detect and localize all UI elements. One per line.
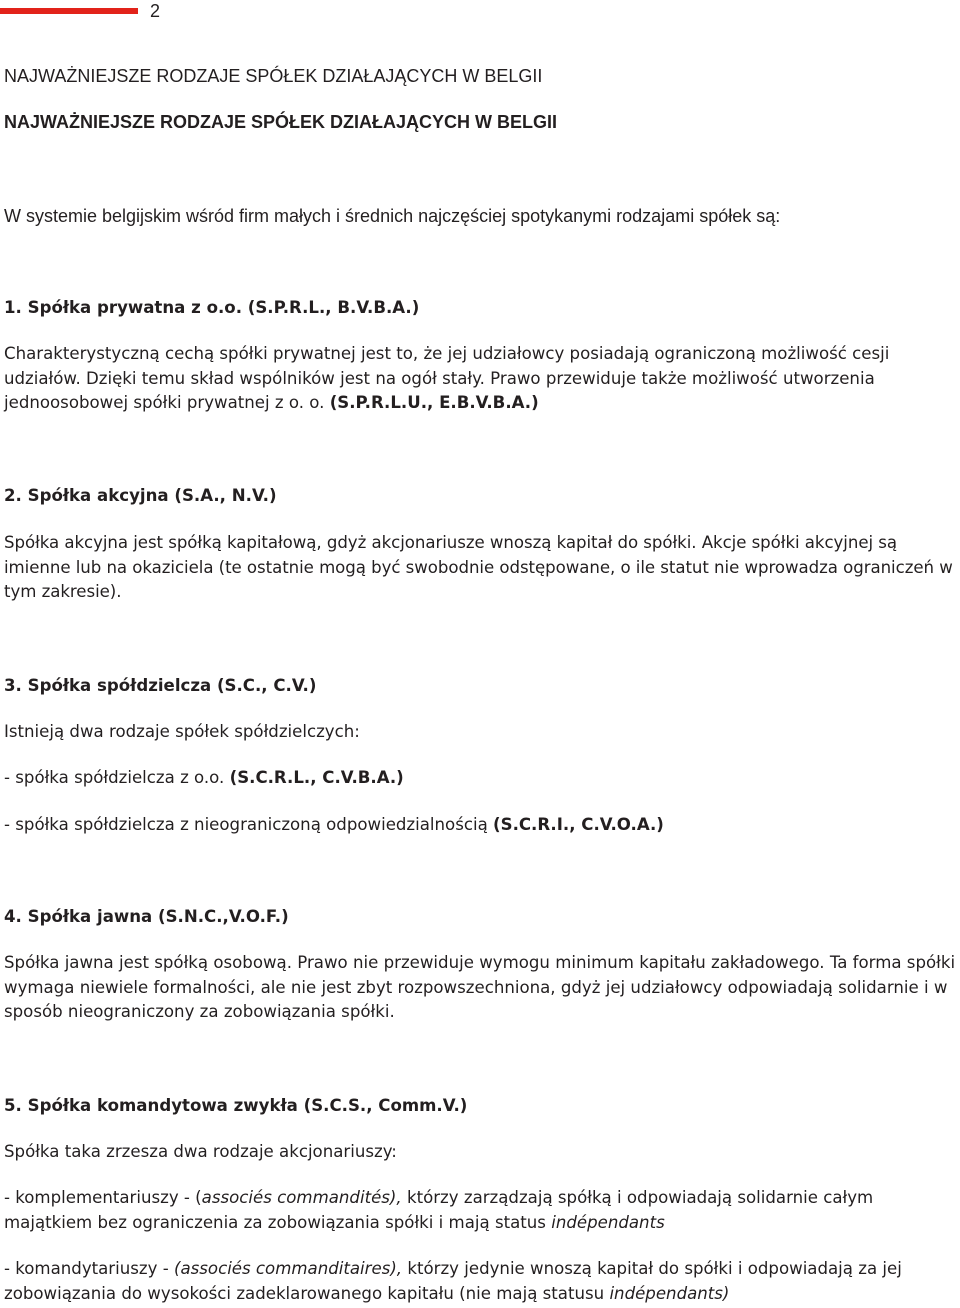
- section-5-heading: 5. Spółka komandytowa zwykła (S.C.S., Comm.V.): [4, 1096, 468, 1115]
- section-1-abbreviation: (S.P.R.L.U., E.B.V.B.A.): [329, 393, 539, 412]
- section-5-paragraph: Spółka taka zrzesza dwa rodzaje akcjonariuszy:: [4, 1142, 397, 1161]
- list-item-text: - spółka spółdzielcza z nieograniczoną odpowiedzialnością: [4, 815, 494, 834]
- section-2-heading: 2. Spółka akcyjna (S.A., N.V.): [4, 486, 277, 505]
- page-header: [0, 0, 960, 24]
- section-5-list-item-2: [4, 1257, 956, 1306]
- section-2-paragraph: Spółka akcyjna jest spółką kapitałową, gdyż akcjonariusze wnoszą kapitał do spółki. Akcje spółki akcyjnej są imienne lub na okaziciela (te ostatnie mogą być swobodnie odstępowane, o ile statut nie wprowadza ograniczeń w tym zakresie).: [4, 533, 953, 601]
- section-5-list-item-1: [4, 1186, 956, 1235]
- list-item-italic: associés commandités),: [201, 1188, 402, 1207]
- document-title: NAJWAŻNIEJSZE RODZAJE SPÓŁEK DZIAŁAJĄCYCH W BELGII: [4, 66, 543, 86]
- section-4-heading: 4. Spółka jawna (S.N.C.,V.O.F.): [4, 907, 289, 926]
- section-1-text: Charakterystyczną cechą spółki prywatnej jest to, że jej udziałowcy posiadają ograniczoną możliwość cesji udziałów. Dzięki temu skład wspólników jest na ogół stały. Prawo przewiduje także możliwość utworzenia jednoosobowej spółki prywatnej z o. o.: [4, 344, 890, 412]
- header-accent-bar: [0, 8, 138, 14]
- list-item-italic: (associés commanditaires),: [173, 1259, 403, 1278]
- section-3-paragraph: Istnieją dwa rodzaje spółek spółdzielczych:: [4, 722, 360, 741]
- list-item-abbreviation: (S.C.R.I., C.V.O.A.): [493, 815, 664, 834]
- list-item-italic: indépendants): [609, 1283, 730, 1303]
- list-item-text: - komandytariuszy -: [4, 1259, 174, 1278]
- page-number: 2: [150, 1, 161, 21]
- list-item-abbreviation: (S.C.R.L., C.V.B.A.): [229, 768, 404, 787]
- list-item-italic: indépendants: [551, 1212, 665, 1232]
- section-1-paragraph: [4, 342, 956, 416]
- section-4-paragraph: Spółka jawna jest spółką osobową. Prawo nie przewiduje wymogu minimum kapitału zakładowego. Ta forma spółki wymaga niewiele formalności, ale nie jest zbyt rozpowszechniona, gdyż jej udziałowcy odpowiadają solidarnie i w sposób nieograniczony za zobowiązania spółki.: [4, 953, 956, 1021]
- section-3-heading: 3. Spółka spółdzielcza (S.C., C.V.): [4, 676, 317, 695]
- intro-paragraph: W systemie belgijskim wśród firm małych i średnich najczęściej spotykanymi rodzajami spółek są:: [4, 206, 781, 226]
- list-item-text: którzy zarządzają spółką i odpowiadają solidarnie całym majątkiem bez ograniczenia za zobowiązania spółki i mają status: [4, 1188, 874, 1232]
- section-1-heading: 1. Spółka prywatna z o.o. (S.P.R.L., B.V.B.A.): [4, 298, 420, 317]
- list-item-text: - spółka spółdzielcza z o.o.: [4, 768, 230, 787]
- section-3-list-item-2: [4, 813, 956, 838]
- list-item-text: - komplementariuszy - (: [4, 1188, 202, 1207]
- section-3-list-item-1: [4, 766, 956, 791]
- list-item-text: którzy jedynie wnoszą kapitał do spółki i odpowiadają za jej zobowiązania do wysokości zadeklarowanego kapitału (nie mają statusu: [4, 1259, 902, 1303]
- document-title-bold: NAJWAŻNIEJSZE RODZAJE SPÓŁEK DZIAŁAJĄCYCH W BELGII: [4, 112, 558, 132]
